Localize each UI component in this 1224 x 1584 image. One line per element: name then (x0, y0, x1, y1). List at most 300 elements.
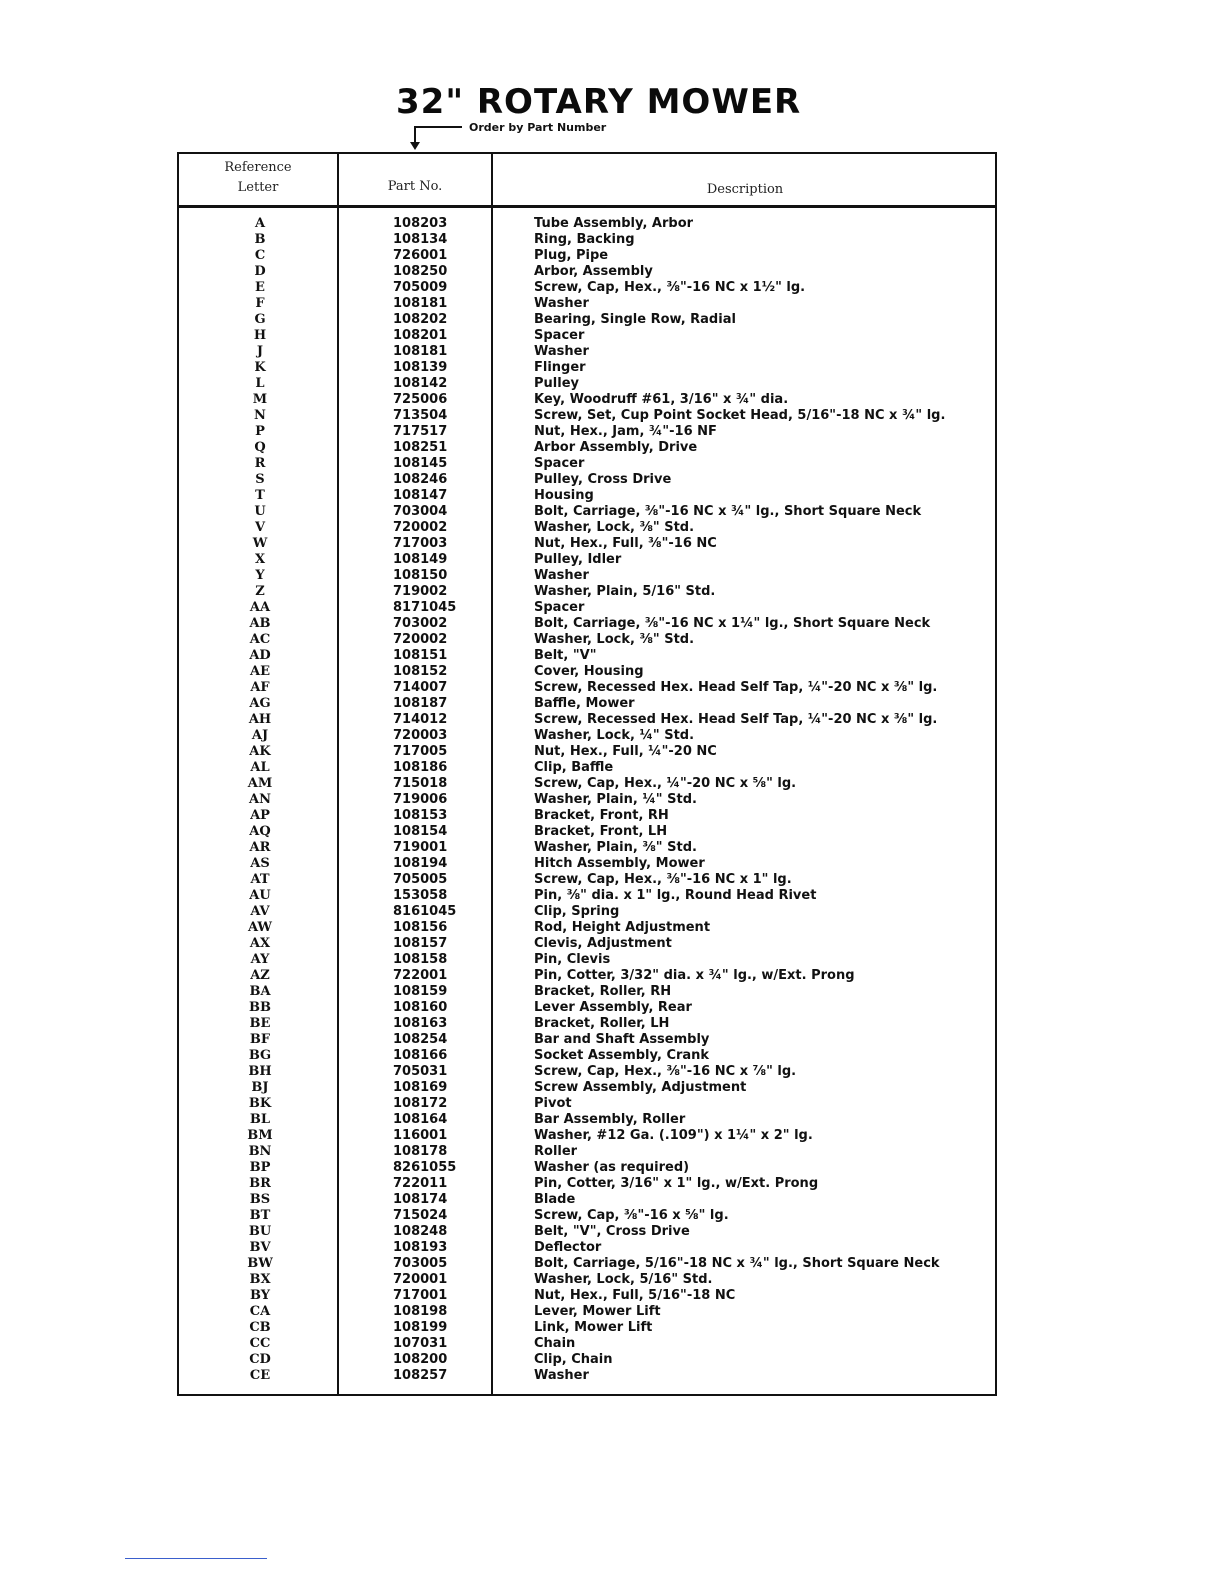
description: Washer (534, 296, 589, 311)
table-row (0, 1208, 1224, 1224)
part-number: 713504 (393, 408, 448, 423)
part-number: 720003 (393, 728, 448, 743)
description: Key, Woodruff #61, 3/16" x ¾" dia. (534, 392, 789, 407)
table-row (0, 904, 1224, 920)
description: Spacer (534, 456, 585, 471)
description: Bolt, Carriage, 5/16"-18 NC x ¾" lg., Short Square Neck (534, 1256, 940, 1271)
ref-letter: CC (249, 1336, 271, 1351)
table-row (0, 808, 1224, 824)
description: Ring, Backing (534, 232, 635, 247)
ref-letter: R (254, 456, 266, 471)
description: Cover, Housing (534, 664, 644, 679)
table-row (0, 984, 1224, 1000)
part-number: 719001 (393, 840, 448, 855)
description: Screw, Cap, ⅜"-16 x ⅝" lg. (534, 1208, 729, 1223)
description: Washer (534, 568, 589, 583)
ref-letter: AM (247, 776, 273, 791)
ref-letter: E (255, 280, 265, 295)
description: Bracket, Roller, LH (534, 1016, 670, 1031)
ref-letter: AT (250, 872, 270, 887)
ref-letter: BG (248, 1048, 272, 1063)
table-row (0, 264, 1224, 280)
ref-letter: AH (248, 712, 272, 727)
ref-letter: BK (248, 1096, 272, 1111)
header-reference-line1: Reference (224, 160, 292, 175)
header-divider (177, 205, 997, 208)
table-row (0, 632, 1224, 648)
ref-letter: C (254, 248, 266, 263)
table-row (0, 216, 1224, 232)
description: Arbor Assembly, Drive (534, 440, 698, 455)
ref-letter: U (254, 504, 266, 519)
part-number: 719002 (393, 584, 448, 599)
part-number: 108158 (393, 952, 448, 967)
table-row (0, 696, 1224, 712)
part-number: 717005 (393, 744, 448, 759)
part-number: 108203 (393, 216, 448, 231)
ref-letter: AG (249, 696, 271, 711)
ref-letter: A (254, 216, 266, 231)
ref-letter: Y (255, 568, 265, 583)
header-reference-line2: Letter (237, 180, 279, 195)
description: Pulley, Cross Drive (534, 472, 672, 487)
table-row (0, 728, 1224, 744)
description: Clip, Baffle (534, 760, 614, 775)
part-number: 108250 (393, 264, 448, 279)
ref-letter: BY (249, 1288, 271, 1303)
description: Nut, Hex., Full, ⅜"-16 NC (534, 536, 717, 551)
table-row (0, 488, 1224, 504)
table-row (0, 1064, 1224, 1080)
table-row (0, 424, 1224, 440)
part-number: 717517 (393, 424, 448, 439)
ref-letter: BS (249, 1192, 271, 1207)
ref-letter: AU (249, 888, 271, 903)
description: Washer, Lock, ⅜" Std. (534, 520, 695, 535)
part-number: 722011 (393, 1176, 448, 1191)
part-number: 703002 (393, 616, 448, 631)
ref-letter: BR (249, 1176, 271, 1191)
part-number: 108199 (393, 1320, 448, 1335)
part-number: 108248 (393, 1224, 448, 1239)
ref-letter: AF (250, 680, 270, 695)
ref-letter: D (254, 264, 266, 279)
description: Pulley (534, 376, 579, 391)
page-title: 32" ROTARY MOWER (396, 82, 802, 122)
ref-letter: AZ (250, 968, 270, 983)
table-row (0, 440, 1224, 456)
table-row (0, 1128, 1224, 1144)
part-number: 108154 (393, 824, 448, 839)
table-row (0, 520, 1224, 536)
table-row (0, 1144, 1224, 1160)
ref-letter: CE (249, 1368, 271, 1383)
part-number: 717001 (393, 1288, 448, 1303)
table-row (0, 952, 1224, 968)
part-number: 722001 (393, 968, 448, 983)
table-row (0, 920, 1224, 936)
description: Nut, Hex., Full, 5/16"-18 NC (534, 1288, 736, 1303)
part-number: 108152 (393, 664, 448, 679)
table-row (0, 792, 1224, 808)
description: Clevis, Adjustment (534, 936, 672, 951)
ref-letter: Z (255, 584, 265, 599)
part-number: 108174 (393, 1192, 448, 1207)
part-number: 108181 (393, 296, 448, 311)
header-part-number: Part No. (387, 179, 443, 194)
part-number: 719006 (393, 792, 448, 807)
ref-letter: J (256, 344, 264, 359)
part-number: 108193 (393, 1240, 448, 1255)
description: Chain (534, 1336, 576, 1351)
table-row (0, 600, 1224, 616)
description: Washer, #12 Ga. (.109") x 1¼" x 2" lg. (534, 1128, 813, 1143)
order-note (410, 122, 640, 152)
table-row (0, 472, 1224, 488)
description: Screw, Cap, Hex., ⅜"-16 NC x 1" lg. (534, 872, 792, 887)
table-row (0, 1080, 1224, 1096)
part-number: 108201 (393, 328, 448, 343)
table-row (0, 1336, 1224, 1352)
ref-letter: H (253, 328, 267, 343)
ref-letter: M (252, 392, 268, 407)
table-row (0, 760, 1224, 776)
description: Plug, Pipe (534, 248, 609, 263)
part-number: 8261055 (393, 1160, 457, 1175)
ref-letter: BF (249, 1032, 271, 1047)
table-row (0, 552, 1224, 568)
description: Tube Assembly, Arbor (534, 216, 694, 231)
description: Washer, Lock, 5/16" Std. (534, 1272, 713, 1287)
part-number: 714012 (393, 712, 448, 727)
part-number: 720001 (393, 1272, 448, 1287)
footer-link-underline (125, 1558, 267, 1559)
part-number: 108251 (393, 440, 448, 455)
ref-letter: AP (250, 808, 270, 823)
part-number: 717003 (393, 536, 448, 551)
ref-letter: BX (249, 1272, 271, 1287)
ref-letter: K (254, 360, 266, 375)
ref-letter: BW (247, 1256, 273, 1271)
table-row (0, 1272, 1224, 1288)
ref-letter: AD (249, 648, 271, 663)
table-row (0, 872, 1224, 888)
table-row (0, 1160, 1224, 1176)
ref-letter: BL (249, 1112, 271, 1127)
table-row (0, 712, 1224, 728)
ref-letter: CB (249, 1320, 271, 1335)
table-row (0, 968, 1224, 984)
ref-letter: AA (249, 600, 271, 615)
description: Washer, Plain, 5/16" Std. (534, 584, 716, 599)
order-note-bracket (414, 126, 462, 128)
description: Socket Assembly, Crank (534, 1048, 710, 1063)
parts-list (0, 216, 1224, 1384)
description: Nut, Hex., Full, ¼"-20 NC (534, 744, 717, 759)
description: Link, Mower Lift (534, 1320, 653, 1335)
table-row (0, 680, 1224, 696)
table-row (0, 280, 1224, 296)
table-row (0, 824, 1224, 840)
part-number: 8171045 (393, 600, 457, 615)
description: Flinger (534, 360, 586, 375)
part-number: 705009 (393, 280, 448, 295)
part-number: 108200 (393, 1352, 448, 1367)
ref-letter: L (255, 376, 265, 391)
ref-letter: S (255, 472, 265, 487)
description: Screw, Cap, Hex., ⅜"-16 NC x 1½" lg. (534, 280, 806, 295)
description: Baffle, Mower (534, 696, 635, 711)
description: Nut, Hex., Jam, ¾"-16 NF (534, 424, 717, 439)
part-number: 108157 (393, 936, 448, 951)
table-row (0, 840, 1224, 856)
part-number: 108134 (393, 232, 448, 247)
part-number: 108163 (393, 1016, 448, 1031)
table-row (0, 1240, 1224, 1256)
ref-letter: BP (249, 1160, 271, 1175)
description: Screw Assembly, Adjustment (534, 1080, 747, 1095)
description: Screw, Cap, Hex., ⅜"-16 NC x ⅞" lg. (534, 1064, 797, 1079)
part-number: 108142 (393, 376, 448, 391)
part-number: 703004 (393, 504, 448, 519)
table-row (0, 1288, 1224, 1304)
ref-letter: BN (248, 1144, 272, 1159)
part-number: 108147 (393, 488, 448, 503)
description: Bolt, Carriage, ⅜"-16 NC x ¾" lg., Short Square Neck (534, 504, 922, 519)
description: Lever, Mower Lift (534, 1304, 661, 1319)
part-number: 720002 (393, 632, 448, 647)
description: Pin, Clevis (534, 952, 611, 967)
description: Clip, Chain (534, 1352, 613, 1367)
description: Arbor, Assembly (534, 264, 653, 279)
ref-letter: V (254, 520, 266, 535)
description: Screw, Recessed Hex. Head Self Tap, ¼"-20 NC x ⅜" lg. (534, 680, 938, 695)
ref-letter: P (255, 424, 265, 439)
ref-letter: BU (248, 1224, 272, 1239)
part-number: 714007 (393, 680, 448, 695)
order-note-text: Order by Part Number (469, 121, 607, 134)
description: Screw, Set, Cup Point Socket Head, 5/16"-18 NC x ¾" lg. (534, 408, 946, 423)
table-row (0, 1224, 1224, 1240)
part-number: 108254 (393, 1032, 448, 1047)
table-row (0, 616, 1224, 632)
ref-letter: BV (249, 1240, 271, 1255)
ref-letter: BH (248, 1064, 272, 1079)
part-number: 108186 (393, 760, 448, 775)
ref-letter: AQ (249, 824, 271, 839)
ref-letter: AW (247, 920, 273, 935)
part-number: 108246 (393, 472, 448, 487)
part-number: 108150 (393, 568, 448, 583)
ref-letter: X (254, 552, 266, 567)
ref-letter: Q (254, 440, 266, 455)
description: Belt, "V" (534, 648, 597, 663)
description: Blade (534, 1192, 576, 1207)
description: Washer (534, 1368, 589, 1383)
part-number: 108178 (393, 1144, 448, 1159)
ref-letter: N (254, 408, 266, 423)
description: Hitch Assembly, Mower (534, 856, 705, 871)
description: Bearing, Single Row, Radial (534, 312, 736, 327)
ref-letter: AR (249, 840, 271, 855)
part-number: 725006 (393, 392, 448, 407)
description: Bracket, Roller, RH (534, 984, 672, 999)
part-number: 108181 (393, 344, 448, 359)
table-row (0, 456, 1224, 472)
table-row (0, 248, 1224, 264)
part-number: 108172 (393, 1096, 448, 1111)
ref-letter: T (255, 488, 265, 503)
part-number: 108160 (393, 1000, 448, 1015)
part-number: 116001 (393, 1128, 448, 1143)
part-number: 715018 (393, 776, 448, 791)
table-row (0, 360, 1224, 376)
table-row (0, 1368, 1224, 1384)
table-row (0, 312, 1224, 328)
down-arrow-icon (410, 142, 420, 150)
description: Bracket, Front, LH (534, 824, 668, 839)
table-row (0, 1304, 1224, 1320)
table-row (0, 392, 1224, 408)
part-number: 108151 (393, 648, 448, 663)
part-number: 8161045 (393, 904, 457, 919)
description: Deflector (534, 1240, 602, 1255)
table-row (0, 504, 1224, 520)
table-row (0, 344, 1224, 360)
part-number: 107031 (393, 1336, 448, 1351)
ref-letter: CA (249, 1304, 271, 1319)
part-number: 703005 (393, 1256, 448, 1271)
table-row (0, 664, 1224, 680)
description: Washer, Lock, ⅜" Std. (534, 632, 695, 647)
part-number: 108187 (393, 696, 448, 711)
part-number: 108145 (393, 456, 448, 471)
table-row (0, 232, 1224, 248)
ref-letter: AV (250, 904, 270, 919)
table-row (0, 1192, 1224, 1208)
ref-letter: AS (250, 856, 270, 871)
header-reference-letter (179, 158, 337, 198)
description: Bolt, Carriage, ⅜"-16 NC x 1¼" lg., Short Square Neck (534, 616, 931, 631)
table-row (0, 1176, 1224, 1192)
description: Bar Assembly, Roller (534, 1112, 686, 1127)
table-row (0, 1320, 1224, 1336)
part-number: 108164 (393, 1112, 448, 1127)
description: Screw, Recessed Hex. Head Self Tap, ¼"-20 NC x ⅜" lg. (534, 712, 938, 727)
part-number: 153058 (393, 888, 448, 903)
part-number: 108166 (393, 1048, 448, 1063)
part-number: 108156 (393, 920, 448, 935)
ref-letter: AL (250, 760, 270, 775)
ref-letter: B (254, 232, 266, 247)
ref-letter: AE (250, 664, 270, 679)
description: Washer (534, 344, 589, 359)
table-row (0, 408, 1224, 424)
ref-letter: G (254, 312, 266, 327)
table-row (0, 1096, 1224, 1112)
ref-letter: W (252, 536, 268, 551)
description: Screw, Cap, Hex., ¼"-20 NC x ⅝" lg. (534, 776, 797, 791)
ref-letter: BT (249, 1208, 271, 1223)
table-row (0, 376, 1224, 392)
part-number: 108159 (393, 984, 448, 999)
ref-letter: AC (249, 632, 271, 647)
part-number: 705005 (393, 872, 448, 887)
ref-letter: BJ (251, 1080, 269, 1095)
table-row (0, 1352, 1224, 1368)
table-row (0, 328, 1224, 344)
table-row (0, 648, 1224, 664)
part-number: 108169 (393, 1080, 448, 1095)
table-row (0, 296, 1224, 312)
ref-letter: AY (250, 952, 270, 967)
table-row (0, 776, 1224, 792)
part-number: 705031 (393, 1064, 448, 1079)
table-row (0, 888, 1224, 904)
description: Spacer (534, 328, 585, 343)
part-number: 726001 (393, 248, 448, 263)
description: Housing (534, 488, 594, 503)
description: Pivot (534, 1096, 572, 1111)
ref-letter: BA (249, 984, 271, 999)
table-row (0, 936, 1224, 952)
part-number: 720002 (393, 520, 448, 535)
ref-letter: BM (247, 1128, 273, 1143)
description: Pulley, Idler (534, 552, 622, 567)
description: Pin, Cotter, 3/32" dia. x ¾" lg., w/Ext. Prong (534, 968, 855, 983)
part-number: 108139 (393, 360, 448, 375)
ref-letter: CD (249, 1352, 271, 1367)
ref-letter: AK (249, 744, 271, 759)
table-row (0, 568, 1224, 584)
part-number: 108194 (393, 856, 448, 871)
description: Clip, Spring (534, 904, 620, 919)
table-row (0, 1112, 1224, 1128)
description: Washer, Plain, ¼" Std. (534, 792, 697, 807)
table-row (0, 1256, 1224, 1272)
part-number: 108202 (393, 312, 448, 327)
table-row (0, 584, 1224, 600)
part-number: 715024 (393, 1208, 448, 1223)
ref-letter: AB (249, 616, 271, 631)
description: Washer, Lock, ¼" Std. (534, 728, 695, 743)
header-description: Description (706, 182, 784, 197)
table-row (0, 536, 1224, 552)
table-row (0, 1032, 1224, 1048)
description: Spacer (534, 600, 585, 615)
description: Lever Assembly, Rear (534, 1000, 692, 1015)
description: Belt, "V", Cross Drive (534, 1224, 690, 1239)
description: Roller (534, 1144, 578, 1159)
part-number: 108198 (393, 1304, 448, 1319)
ref-letter: BE (249, 1016, 271, 1031)
description: Washer (as required) (534, 1160, 690, 1175)
description: Bar and Shaft Assembly (534, 1032, 710, 1047)
ref-letter: AX (249, 936, 271, 951)
table-row (0, 1016, 1224, 1032)
table-row (0, 1000, 1224, 1016)
ref-letter: BB (249, 1000, 271, 1015)
table-row (0, 744, 1224, 760)
part-number: 108257 (393, 1368, 448, 1383)
description: Washer, Plain, ⅜" Std. (534, 840, 697, 855)
description: Pin, ⅜" dia. x 1" lg., Round Head Rivet (534, 888, 817, 903)
description: Rod, Height Adjustment (534, 920, 711, 935)
table-row (0, 1048, 1224, 1064)
description: Bracket, Front, RH (534, 808, 669, 823)
ref-letter: AJ (251, 728, 269, 743)
part-number: 108153 (393, 808, 448, 823)
